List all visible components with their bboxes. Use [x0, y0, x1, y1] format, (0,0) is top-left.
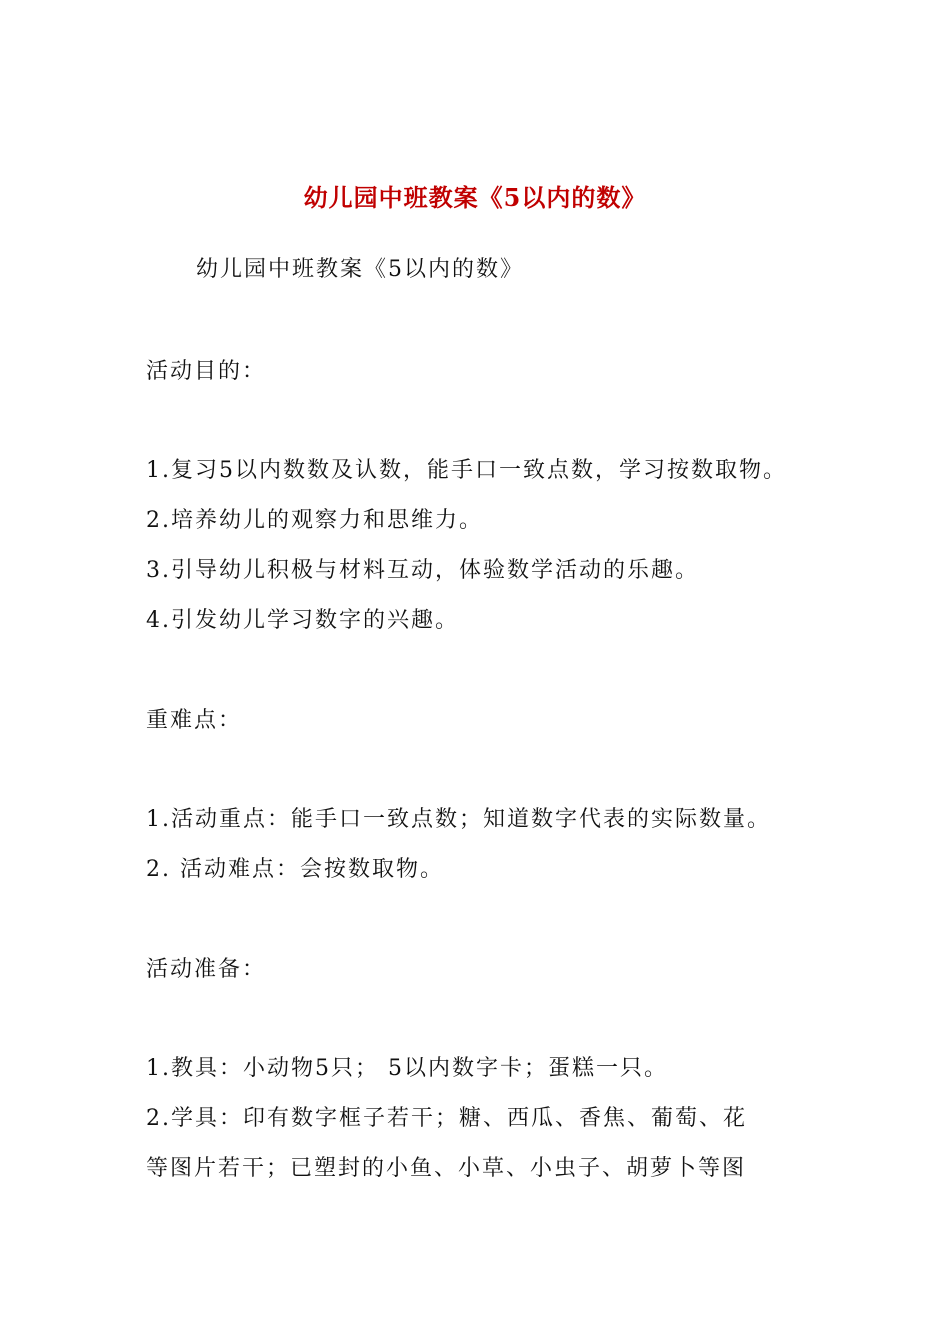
- preparation-item: 2.学具：印有数字框子若干；糖、西瓜、香焦、葡萄、花: [146, 1106, 747, 1131]
- key-point-item: 1.活动重点：能手口一致点数；知道数字代表的实际数量。: [146, 807, 771, 832]
- key-point-item: 2. 活动难点：会按数取物。: [146, 857, 444, 882]
- goal-item: 2.培养幼儿的观察力和思维力。: [146, 508, 483, 533]
- document-subtitle: 幼儿园中班教案《5以内的数》: [196, 257, 524, 282]
- section-heading-key-points: 重难点：: [146, 708, 243, 733]
- goal-item: 4.引发幼儿学习数字的兴趣。: [146, 608, 459, 633]
- goal-item: 3.引导幼儿积极与材料互动，体验数学活动的乐趣。: [146, 558, 699, 583]
- preparation-item: 1.教具：小动物5只； 5以内数字卡；蛋糕一只。: [146, 1056, 668, 1081]
- section-heading-preparation: 活动准备：: [146, 957, 267, 982]
- section-heading-goals: 活动目的：: [146, 359, 267, 384]
- goal-item: 1.复习5以内数数及认数，能手口一致点数，学习按数取物。: [146, 458, 787, 483]
- preparation-item: 等图片若干；已塑封的小鱼、小草、小虫子、胡萝卜等图: [146, 1156, 747, 1181]
- document-title: 幼儿园中班教案《5以内的数》: [303, 183, 647, 212]
